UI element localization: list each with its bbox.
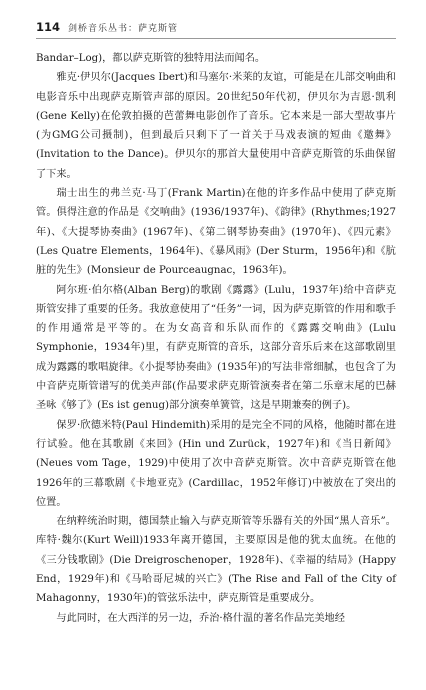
paragraph-ibert: 雅克·伊贝尔(Jacques Ibert)和马塞尔·米莱的友谊，可能是在儿部交响曲和电影音乐中出现萨克斯管声部的原因。20世纪50年代初，伊贝尔为吉恩·凯利(Gene Kelly)在伦敦拍摄的芭蕾舞电影创作了音乐。它本来是一部大型故事片(为GMG公司摄制)，但到最后只剩下了一首关于马戏表演的短曲《邀舞》(Invitation to the Dance)。伊贝尔的那首大量使用中音萨克斯管的乐曲保留了下来。 (36, 72, 396, 180)
paragraph-martin: 瑞士出生的弗兰克·马丁(Frank Martin)在他的许多作品中使用了萨克斯管。俱得注意的作品是《交响曲》(1936/1937年)、《韵律》(Rhythmes;1927年)、《大提琴协奏曲》(1967年)、《第二钢琴协奏曲》(1970年)、《四元素》(Les Quatre Elements，1964年)、《暴风雨》(Der Sturm，1956年)和《肮脏的先生》(Monsieur de Pourceaugnac，1963年)。 (36, 188, 396, 277)
paragraph-berg: 阿尔班·伯尔格(Alban Berg)的歌剧《露露》(Lulu，1937年)给中音萨克斯管安排了重要的任务。我放意使用了“任务”一词，因为萨克斯管的作用和歌手的作用通常是平等的。在为女高音和乐队而作的《露露交响曲》(Lulu Symphonie，1934年)里，有萨克斯管的音乐，这部分音乐后来在这部歌剧里成为露露的歌唱旋律。《小提琴协奏曲》(1935年)的写法非常细腻，也包含了为中音萨克斯管谱写的优美声部(作品要求萨克斯管演奏者在第二乐章末尾的巴赫圣咏《够了》(Es ist genug)部分演奏单簧管，这是早期兼奏的例子)。 (36, 284, 396, 412)
page-header (36, 20, 396, 39)
paragraph-weill: 在纳粹统治时期，德国禁止输入与萨克斯管等乐器有关的外国“黑人音乐”。库特·魏尔(Kurt Weill)1933年离开德国，主要原因是他的犹太血统。在他的《三分钱歌剧》(Die Dreigroschenoper，1928年)、《幸福的结局》(Happy End，1929年)和《马哈哥尼城的兴亡》(The Rise and Fall of the City of Mahagonny，1930年)的管弦乐法中，萨克斯管是重要成分。 (36, 516, 396, 605)
paragraph-hindemith: 保罗·欣德米特(Paul Hindemith)采用的是完全不同的风格，他随时都在进行试验。他在其歌剧《来回》(Hin und Zurück，1927年)和《当日新闻》(Neues vom Tage，1929)中使用了次中音萨克斯管。次中音萨克斯管在他1926年的三幕歌剧《卡地亚克》(Cardillac，1952年修订)中被放在了突出的位置。 (36, 419, 396, 508)
body-text (36, 49, 396, 628)
running-title: 剑桥音乐丛书：萨克斯管 (68, 24, 179, 34)
paragraph-continuation: Bandar–Log)，都以萨克斯管的独特用法而闻名。 (36, 53, 266, 64)
page-number: 114 (36, 20, 61, 34)
paragraph-gershwin: 与此同时，在大西洋的另一边，乔治·格什温的著名作品完美地经 (56, 612, 345, 624)
